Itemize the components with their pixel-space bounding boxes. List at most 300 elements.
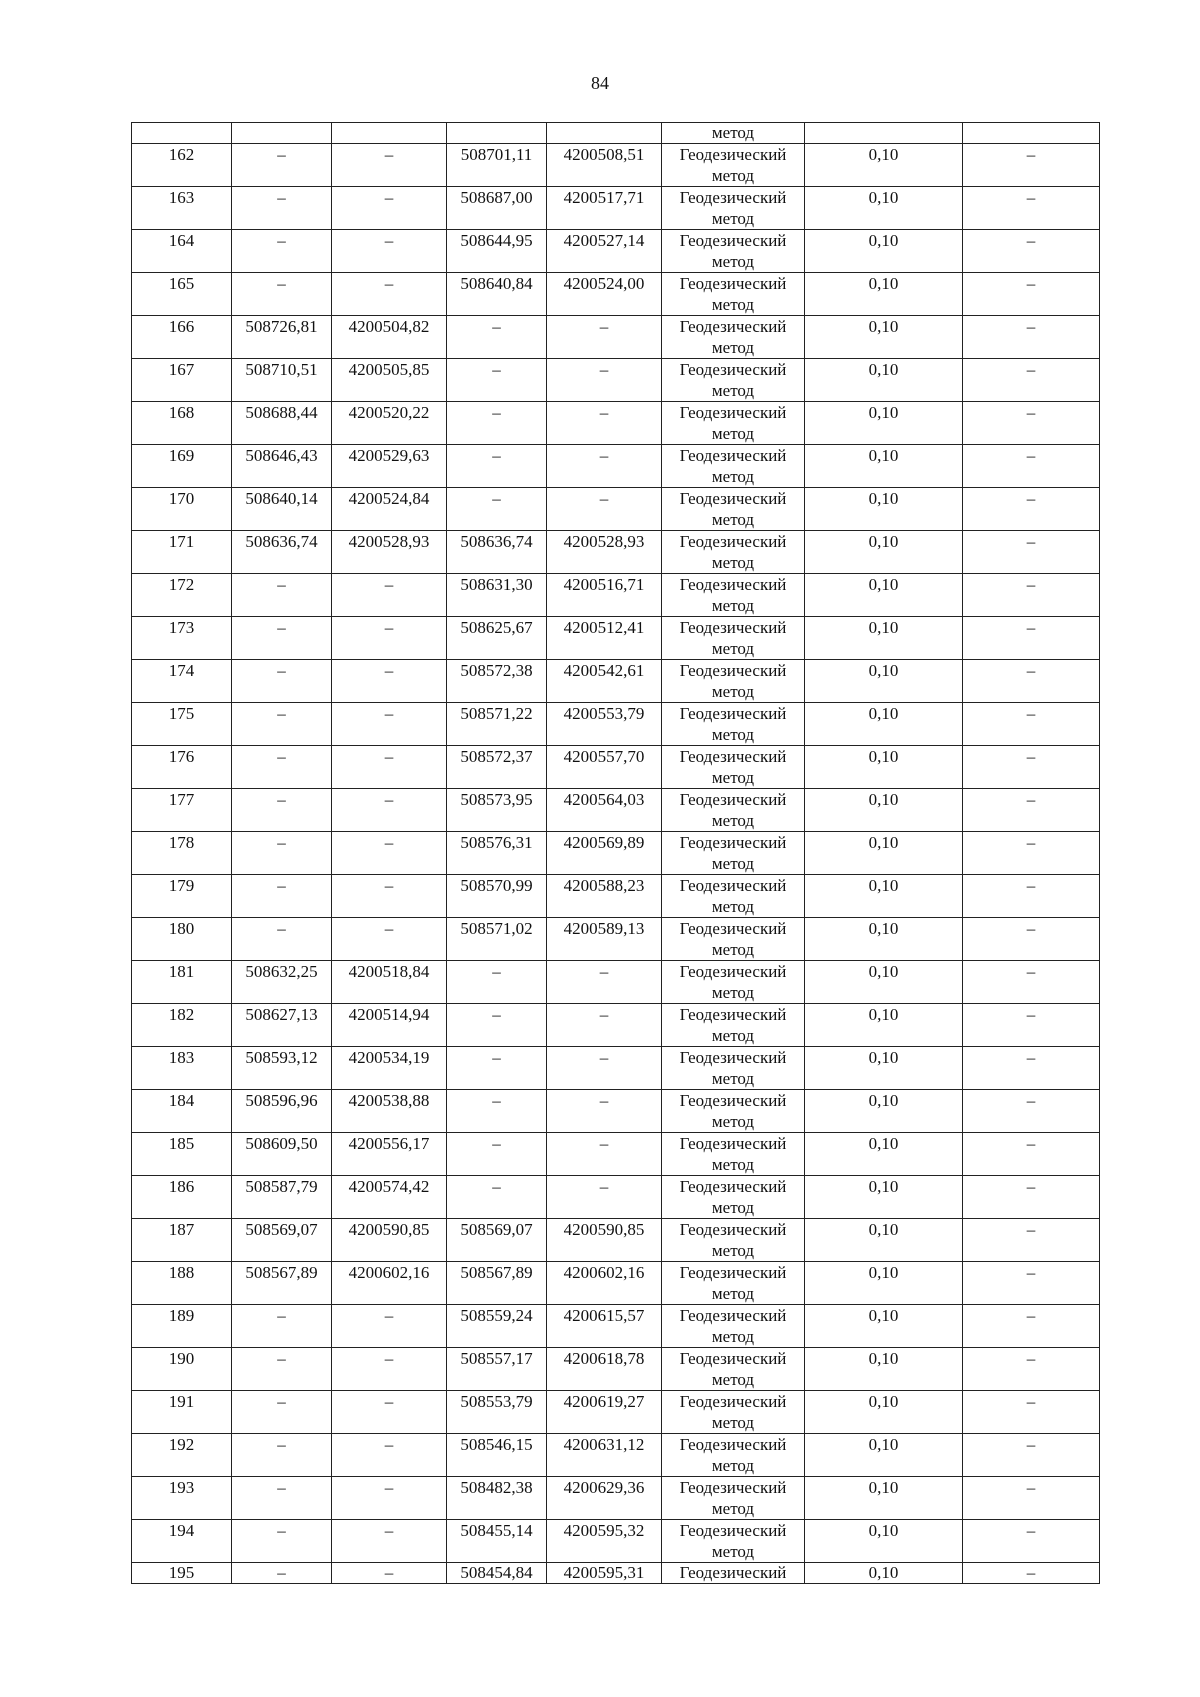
cell-method	[662, 875, 805, 918]
table-body	[132, 123, 1100, 1584]
cell-number: 168	[132, 402, 232, 445]
method-line-1: Геодезический	[679, 1134, 787, 1153]
cell-method	[662, 359, 805, 402]
cell-x-new: 508557,17	[447, 1348, 547, 1391]
cell-x-existing: –	[232, 187, 332, 230]
cell-note	[963, 123, 1100, 144]
method-line-2: метод	[711, 1327, 755, 1346]
cell-y-new: 4200602,16	[547, 1262, 662, 1305]
method-line-2: метод	[711, 252, 755, 271]
table-row	[132, 789, 1100, 832]
method-line-2: метод	[711, 166, 755, 185]
cell-y-existing: –	[332, 1520, 447, 1563]
cell-method	[662, 660, 805, 703]
cell-y-existing: –	[332, 1563, 447, 1584]
cell-note: –	[963, 1348, 1100, 1391]
cell-number: 178	[132, 832, 232, 875]
continuation-row	[132, 123, 1100, 144]
table-row	[132, 1434, 1100, 1477]
cell-x-new: –	[447, 359, 547, 402]
cell-method	[662, 144, 805, 187]
cell-x-existing: 508593,12	[232, 1047, 332, 1090]
cell-method	[662, 703, 805, 746]
cell-x-existing: 508569,07	[232, 1219, 332, 1262]
method-line-2: метод	[711, 1456, 755, 1475]
cell-x-existing: 508640,14	[232, 488, 332, 531]
cell-number: 167	[132, 359, 232, 402]
cell-x-new: 508625,67	[447, 617, 547, 660]
cell-note: –	[963, 746, 1100, 789]
cell-y-new: –	[547, 488, 662, 531]
cell-x-new: –	[447, 402, 547, 445]
cell-accuracy: 0,10	[805, 617, 963, 660]
cell-number: 171	[132, 531, 232, 574]
method-line-2: метод	[711, 811, 755, 830]
method-line-2: метод	[711, 983, 755, 1002]
cell-number: 177	[132, 789, 232, 832]
method-line-2: метод	[711, 1370, 755, 1389]
cell-accuracy: 0,10	[805, 359, 963, 402]
cell-accuracy: 0,10	[805, 273, 963, 316]
method-line-1: Геодезический	[679, 489, 787, 508]
cell-x-new: 508569,07	[447, 1219, 547, 1262]
method-line-2: метод	[711, 596, 755, 615]
cell-accuracy: 0,10	[805, 402, 963, 445]
cell-y-existing: –	[332, 875, 447, 918]
cell-note: –	[963, 1133, 1100, 1176]
cell-note: –	[963, 1520, 1100, 1563]
cell-y-new: 4200557,70	[547, 746, 662, 789]
cell-accuracy: 0,10	[805, 703, 963, 746]
cell-x-new: 508455,14	[447, 1520, 547, 1563]
table-row	[132, 918, 1100, 961]
cell-y-new: –	[547, 1004, 662, 1047]
cell-y-new: –	[547, 445, 662, 488]
cell-accuracy: 0,10	[805, 1133, 963, 1176]
cell-note: –	[963, 703, 1100, 746]
cell-method	[662, 1434, 805, 1477]
method-line-1: Геодезический	[679, 532, 787, 551]
cell-x-existing: –	[232, 230, 332, 273]
cell-x-existing: –	[232, 875, 332, 918]
cell-y-new: 4200508,51	[547, 144, 662, 187]
cell-method	[662, 1090, 805, 1133]
method-line-1: Геодезический	[679, 274, 787, 293]
method-line-1: Геодезический	[679, 231, 787, 250]
cell-note: –	[963, 445, 1100, 488]
cell-x-existing: 508646,43	[232, 445, 332, 488]
cell-number: 164	[132, 230, 232, 273]
table-row	[132, 187, 1100, 230]
page-number: 84	[591, 73, 609, 93]
cell-y-new: 4200595,32	[547, 1520, 662, 1563]
cell-method	[662, 273, 805, 316]
cell-y-existing: 4200590,85	[332, 1219, 447, 1262]
method-line-1: Геодезический	[679, 618, 787, 637]
cell-note: –	[963, 359, 1100, 402]
method-line-1: Геодезический	[679, 919, 787, 938]
cell-number: 170	[132, 488, 232, 531]
cell-method	[662, 1391, 805, 1434]
cell-note: –	[963, 1563, 1100, 1584]
cell-note: –	[963, 273, 1100, 316]
method-line-1: Геодезический	[679, 704, 787, 723]
cell-y-existing: 4200574,42	[332, 1176, 447, 1219]
cell-number: 195	[132, 1563, 232, 1584]
cell-y-new: 4200569,89	[547, 832, 662, 875]
cell-number: 174	[132, 660, 232, 703]
cell-note: –	[963, 316, 1100, 359]
method-line-2: метод	[711, 1413, 755, 1432]
method-line-1: Геодезический	[679, 446, 787, 465]
cell-number: 188	[132, 1262, 232, 1305]
cell-x-existing: –	[232, 918, 332, 961]
cell-method	[662, 1262, 805, 1305]
cell-y-existing: –	[332, 1391, 447, 1434]
table-row	[132, 316, 1100, 359]
cell-x-existing: 508609,50	[232, 1133, 332, 1176]
method-line-1: Геодезический	[679, 1091, 787, 1110]
table-row	[132, 1047, 1100, 1090]
cell-y-new: –	[547, 1090, 662, 1133]
cell-y-new: 4200589,13	[547, 918, 662, 961]
table-row	[132, 832, 1100, 875]
cell-y-new: 4200619,27	[547, 1391, 662, 1434]
cell-y-new: 4200553,79	[547, 703, 662, 746]
cell-number: 182	[132, 1004, 232, 1047]
cell-y-new: –	[547, 1133, 662, 1176]
cell-accuracy: 0,10	[805, 144, 963, 187]
cell-y-existing: –	[332, 574, 447, 617]
cell-number: 185	[132, 1133, 232, 1176]
cell-number: 194	[132, 1520, 232, 1563]
cell-x-new: –	[447, 1090, 547, 1133]
cell-accuracy: 0,10	[805, 789, 963, 832]
cell-method	[662, 402, 805, 445]
cell-y-existing: 4200520,22	[332, 402, 447, 445]
cell-accuracy: 0,10	[805, 574, 963, 617]
cell-number: 179	[132, 875, 232, 918]
cell-accuracy	[805, 123, 963, 144]
cell-y-new: –	[547, 1047, 662, 1090]
method-line-2: метод	[711, 1112, 755, 1131]
method-line-2: метод	[711, 1069, 755, 1088]
method-line-1: Геодезический	[679, 1478, 787, 1497]
cell-accuracy: 0,10	[805, 531, 963, 574]
table-row	[132, 230, 1100, 273]
method-line-1: Геодезический	[679, 1177, 787, 1196]
cell-x-new: 508482,38	[447, 1477, 547, 1520]
method-line-2: метод	[711, 1241, 755, 1260]
method-line-2: метод	[711, 553, 755, 572]
cell-method	[662, 1305, 805, 1348]
cell-method	[662, 230, 805, 273]
cell-x-existing: –	[232, 703, 332, 746]
cell-note: –	[963, 402, 1100, 445]
method-line-2: метод	[711, 639, 755, 658]
cell-method	[662, 1520, 805, 1563]
method-line-1: Геодезический	[679, 360, 787, 379]
table-row	[132, 144, 1100, 187]
cell-method	[662, 918, 805, 961]
table-row	[132, 273, 1100, 316]
method-line-1: Геодезический	[679, 790, 787, 809]
cell-accuracy: 0,10	[805, 230, 963, 273]
cell-x-existing	[232, 123, 332, 144]
cell-y-new: 4200542,61	[547, 660, 662, 703]
cell-x-existing: 508627,13	[232, 1004, 332, 1047]
cell-x-existing: –	[232, 746, 332, 789]
cell-note: –	[963, 660, 1100, 703]
cell-accuracy: 0,10	[805, 660, 963, 703]
cell-x-existing: –	[232, 660, 332, 703]
method-line-1: Геодезический	[679, 1521, 787, 1540]
cell-x-existing: 508567,89	[232, 1262, 332, 1305]
cell-accuracy: 0,10	[805, 1262, 963, 1305]
table-row	[132, 359, 1100, 402]
cell-number: 187	[132, 1219, 232, 1262]
cell-note: –	[963, 875, 1100, 918]
cell-x-existing: 508710,51	[232, 359, 332, 402]
cell-y-new: 4200517,71	[547, 187, 662, 230]
cell-y-new: –	[547, 402, 662, 445]
cell-method	[662, 574, 805, 617]
cell-y-existing: –	[332, 703, 447, 746]
cell-method	[662, 832, 805, 875]
cell-note: –	[963, 144, 1100, 187]
cell-x-existing: –	[232, 1477, 332, 1520]
cell-y-new: –	[547, 961, 662, 1004]
cell-y-existing: 4200538,88	[332, 1090, 447, 1133]
cell-x-new	[447, 123, 547, 144]
cell-y-new: 4200528,93	[547, 531, 662, 574]
cell-y-new	[547, 123, 662, 144]
table-row	[132, 531, 1100, 574]
method-line-2: метод	[711, 768, 755, 787]
cell-number: 173	[132, 617, 232, 660]
cell-y-new: 4200590,85	[547, 1219, 662, 1262]
cell-number: 181	[132, 961, 232, 1004]
cell-note: –	[963, 1305, 1100, 1348]
method-line-2: метод	[711, 1155, 755, 1174]
cell-y-new: 4200527,14	[547, 230, 662, 273]
cell-x-existing: –	[232, 1520, 332, 1563]
cell-method	[662, 1004, 805, 1047]
cell-x-existing: 508587,79	[232, 1176, 332, 1219]
cell-method	[662, 1348, 805, 1391]
table-row	[132, 1133, 1100, 1176]
table-row-last	[132, 1563, 1100, 1584]
method-line-2: метод	[711, 467, 755, 486]
cell-accuracy: 0,10	[805, 1391, 963, 1434]
table-row	[132, 875, 1100, 918]
cell-y-new: 4200615,57	[547, 1305, 662, 1348]
cell-y-existing: –	[332, 187, 447, 230]
cell-y-new: 4200618,78	[547, 1348, 662, 1391]
cell-x-existing: –	[232, 1434, 332, 1477]
cell-method	[662, 1047, 805, 1090]
cell-number: 175	[132, 703, 232, 746]
cell-note: –	[963, 789, 1100, 832]
cell-y-existing: 4200602,16	[332, 1262, 447, 1305]
cell-y-new: 4200524,00	[547, 273, 662, 316]
cell-note: –	[963, 1262, 1100, 1305]
method-line-1: Геодезический	[679, 1263, 787, 1282]
cell-y-existing: 4200505,85	[332, 359, 447, 402]
cell-x-existing: 508688,44	[232, 402, 332, 445]
cell-note: –	[963, 1176, 1100, 1219]
cell-x-existing: –	[232, 144, 332, 187]
cell-method	[662, 531, 805, 574]
method-line-2: метод	[711, 725, 755, 744]
cell-x-existing: –	[232, 617, 332, 660]
cell-x-new: 508687,00	[447, 187, 547, 230]
cell-accuracy: 0,10	[805, 1563, 963, 1584]
cell-number: 190	[132, 1348, 232, 1391]
cell-x-new: 508572,37	[447, 746, 547, 789]
method-line-2: метод	[711, 1198, 755, 1217]
method-line-2: метод	[711, 682, 755, 701]
cell-accuracy: 0,10	[805, 1004, 963, 1047]
cell-accuracy: 0,10	[805, 445, 963, 488]
cell-note: –	[963, 1391, 1100, 1434]
method-line-2: метод	[711, 1284, 755, 1303]
cell-accuracy: 0,10	[805, 1219, 963, 1262]
cell-y-existing: 4200524,84	[332, 488, 447, 531]
cell-note: –	[963, 1219, 1100, 1262]
method-line-1: Геодезический	[679, 188, 787, 207]
cell-number	[132, 123, 232, 144]
table-row	[132, 961, 1100, 1004]
method-line-1: Геодезический	[679, 1048, 787, 1067]
table-row	[132, 1348, 1100, 1391]
cell-x-existing: –	[232, 1391, 332, 1434]
table-row	[132, 1176, 1100, 1219]
cell-x-existing: 508726,81	[232, 316, 332, 359]
table-row	[132, 660, 1100, 703]
cell-x-new: 508573,95	[447, 789, 547, 832]
method-line-2: метод	[711, 1542, 755, 1561]
cell-number: 193	[132, 1477, 232, 1520]
method-line-1: Геодезический	[679, 962, 787, 981]
cell-x-new: 508546,15	[447, 1434, 547, 1477]
table-row	[132, 617, 1100, 660]
cell-x-existing: –	[232, 789, 332, 832]
cell-x-existing: –	[232, 1305, 332, 1348]
cell-y-existing: 4200556,17	[332, 1133, 447, 1176]
cell-y-existing: –	[332, 230, 447, 273]
method-line-1: Геодезический	[679, 317, 787, 336]
cell-number: 176	[132, 746, 232, 789]
cell-accuracy: 0,10	[805, 1047, 963, 1090]
cell-number: 165	[132, 273, 232, 316]
cell-x-existing: –	[232, 832, 332, 875]
table-row	[132, 1520, 1100, 1563]
method-line-2: метод	[711, 854, 755, 873]
cell-note: –	[963, 1434, 1100, 1477]
cell-x-new: –	[447, 1004, 547, 1047]
cell-y-new: –	[547, 1176, 662, 1219]
method-line-2: метод	[711, 424, 755, 443]
cell-y-existing: –	[332, 617, 447, 660]
method-line-1: Геодезический	[679, 575, 787, 594]
cell-y-existing	[332, 123, 447, 144]
cell-method	[662, 1219, 805, 1262]
cell-x-new: –	[447, 1047, 547, 1090]
cell-x-new: 508701,11	[447, 144, 547, 187]
cell-accuracy: 0,10	[805, 1176, 963, 1219]
cell-note: –	[963, 961, 1100, 1004]
table-row	[132, 746, 1100, 789]
cell-x-new: 508636,74	[447, 531, 547, 574]
cell-number: 189	[132, 1305, 232, 1348]
method-line-1: Геодезический	[679, 1435, 787, 1454]
cell-note: –	[963, 617, 1100, 660]
method-line-2: метод	[711, 209, 755, 228]
cell-number: 169	[132, 445, 232, 488]
cell-x-new: –	[447, 445, 547, 488]
method-line-1: Геодезический	[679, 747, 787, 766]
cell-accuracy: 0,10	[805, 488, 963, 531]
method-line-2: метод	[711, 381, 755, 400]
cell-y-new: 4200564,03	[547, 789, 662, 832]
cell-y-existing: –	[332, 918, 447, 961]
cell-method	[662, 617, 805, 660]
cell-note: –	[963, 488, 1100, 531]
cell-x-new: 508454,84	[447, 1563, 547, 1584]
method-line-1: Геодезический	[679, 876, 787, 895]
cell-accuracy: 0,10	[805, 961, 963, 1004]
cell-accuracy: 0,10	[805, 187, 963, 230]
cell-x-new: –	[447, 1133, 547, 1176]
cell-note: –	[963, 1477, 1100, 1520]
cell-accuracy: 0,10	[805, 1477, 963, 1520]
cell-note: –	[963, 230, 1100, 273]
cell-y-existing: –	[332, 1477, 447, 1520]
cell-x-new: 508567,89	[447, 1262, 547, 1305]
cell-x-new: 508559,24	[447, 1305, 547, 1348]
cell-method	[662, 1176, 805, 1219]
cell-note: –	[963, 832, 1100, 875]
cell-y-existing: –	[332, 832, 447, 875]
cell-accuracy: 0,10	[805, 746, 963, 789]
cell-number: 163	[132, 187, 232, 230]
coordinates-table	[131, 122, 1100, 1584]
cell-accuracy: 0,10	[805, 918, 963, 961]
cell-method	[662, 445, 805, 488]
method-line-1: Геодезический	[679, 661, 787, 680]
cell-y-new: 4200629,36	[547, 1477, 662, 1520]
cell-y-existing: 4200528,93	[332, 531, 447, 574]
table-row	[132, 574, 1100, 617]
method-line-1: Геодезический	[679, 145, 787, 164]
method-line-1: Геодезический	[679, 1392, 787, 1411]
cell-x-new: 508644,95	[447, 230, 547, 273]
method-line-1: Геодезический	[679, 833, 787, 852]
method-line-1: Геодезический	[679, 1220, 787, 1239]
cell-method	[662, 488, 805, 531]
cell-method	[662, 187, 805, 230]
cell-y-new: 4200512,41	[547, 617, 662, 660]
table-row	[132, 1090, 1100, 1133]
cell-x-new: –	[447, 488, 547, 531]
cell-y-new: 4200595,31	[547, 1563, 662, 1584]
cell-method: метод	[662, 123, 805, 144]
cell-number: 166	[132, 316, 232, 359]
cell-x-new: 508553,79	[447, 1391, 547, 1434]
cell-x-existing: 508636,74	[232, 531, 332, 574]
cell-accuracy: 0,10	[805, 1090, 963, 1133]
